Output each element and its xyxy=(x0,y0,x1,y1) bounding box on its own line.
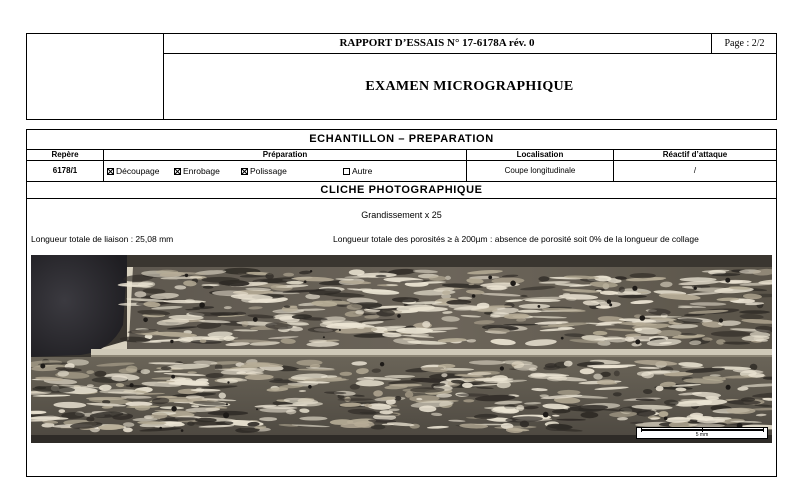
table-header-row xyxy=(27,150,776,161)
header-reactif: Réactif d’attaque xyxy=(662,150,728,159)
checkbox-decoupage xyxy=(107,168,114,175)
logo-cell xyxy=(27,34,164,119)
prep-label-autre: Autre xyxy=(352,166,373,176)
prep-option-decoupage xyxy=(107,161,159,181)
table-row xyxy=(27,161,776,182)
report-title: RAPPORT D’ESSAIS N° 17-6178A rév. 0 xyxy=(339,37,535,49)
header-localisation: Localisation xyxy=(467,150,614,160)
header-preparation: Préparation xyxy=(104,150,467,160)
scale-bar-label: 5 mm xyxy=(695,432,709,438)
checkbox-enrobage xyxy=(174,168,181,175)
prep-option-enrobage xyxy=(174,161,220,181)
prep-label-polissage: Polissage xyxy=(250,166,287,176)
reactif-value: / xyxy=(693,166,697,175)
magnification-text: Grandissement x 25 xyxy=(361,210,442,220)
micrograph-svg xyxy=(31,255,772,443)
sample-section-title: ECHANTILLON – PREPARATION xyxy=(27,130,776,150)
photo-section-title: CLICHE PHOTOGRAPHIQUE xyxy=(27,182,776,199)
preparation-options xyxy=(104,161,467,181)
page-number: Page : 2/2 xyxy=(711,34,777,53)
prep-label-enrobage: Enrobage xyxy=(183,166,220,176)
bond-length-text: Longueur totale de liaison : 25,08 mm xyxy=(31,234,174,244)
sample-section xyxy=(26,129,777,477)
report-header xyxy=(26,33,777,120)
prep-label-decoupage: Découpage xyxy=(116,166,160,176)
scale-bar xyxy=(636,427,768,439)
checkbox-autre xyxy=(343,168,350,175)
porosity-text: Longueur totale des porosités ≥ à 200µm : absence de porosité soit 0% de la longueur de collage xyxy=(333,234,699,244)
prep-option-autre xyxy=(343,161,372,181)
prep-option-polissage xyxy=(241,161,287,181)
repere-value: 6178/1 xyxy=(27,161,104,181)
micrograph-image xyxy=(31,255,772,443)
report-number-row xyxy=(163,34,776,54)
exam-title: EXAMEN MICROGRAPHIQUE xyxy=(365,79,574,94)
checkbox-polissage xyxy=(241,168,248,175)
header-repere: Repère xyxy=(27,150,104,160)
localisation-value: Coupe longitudinale xyxy=(467,161,614,181)
